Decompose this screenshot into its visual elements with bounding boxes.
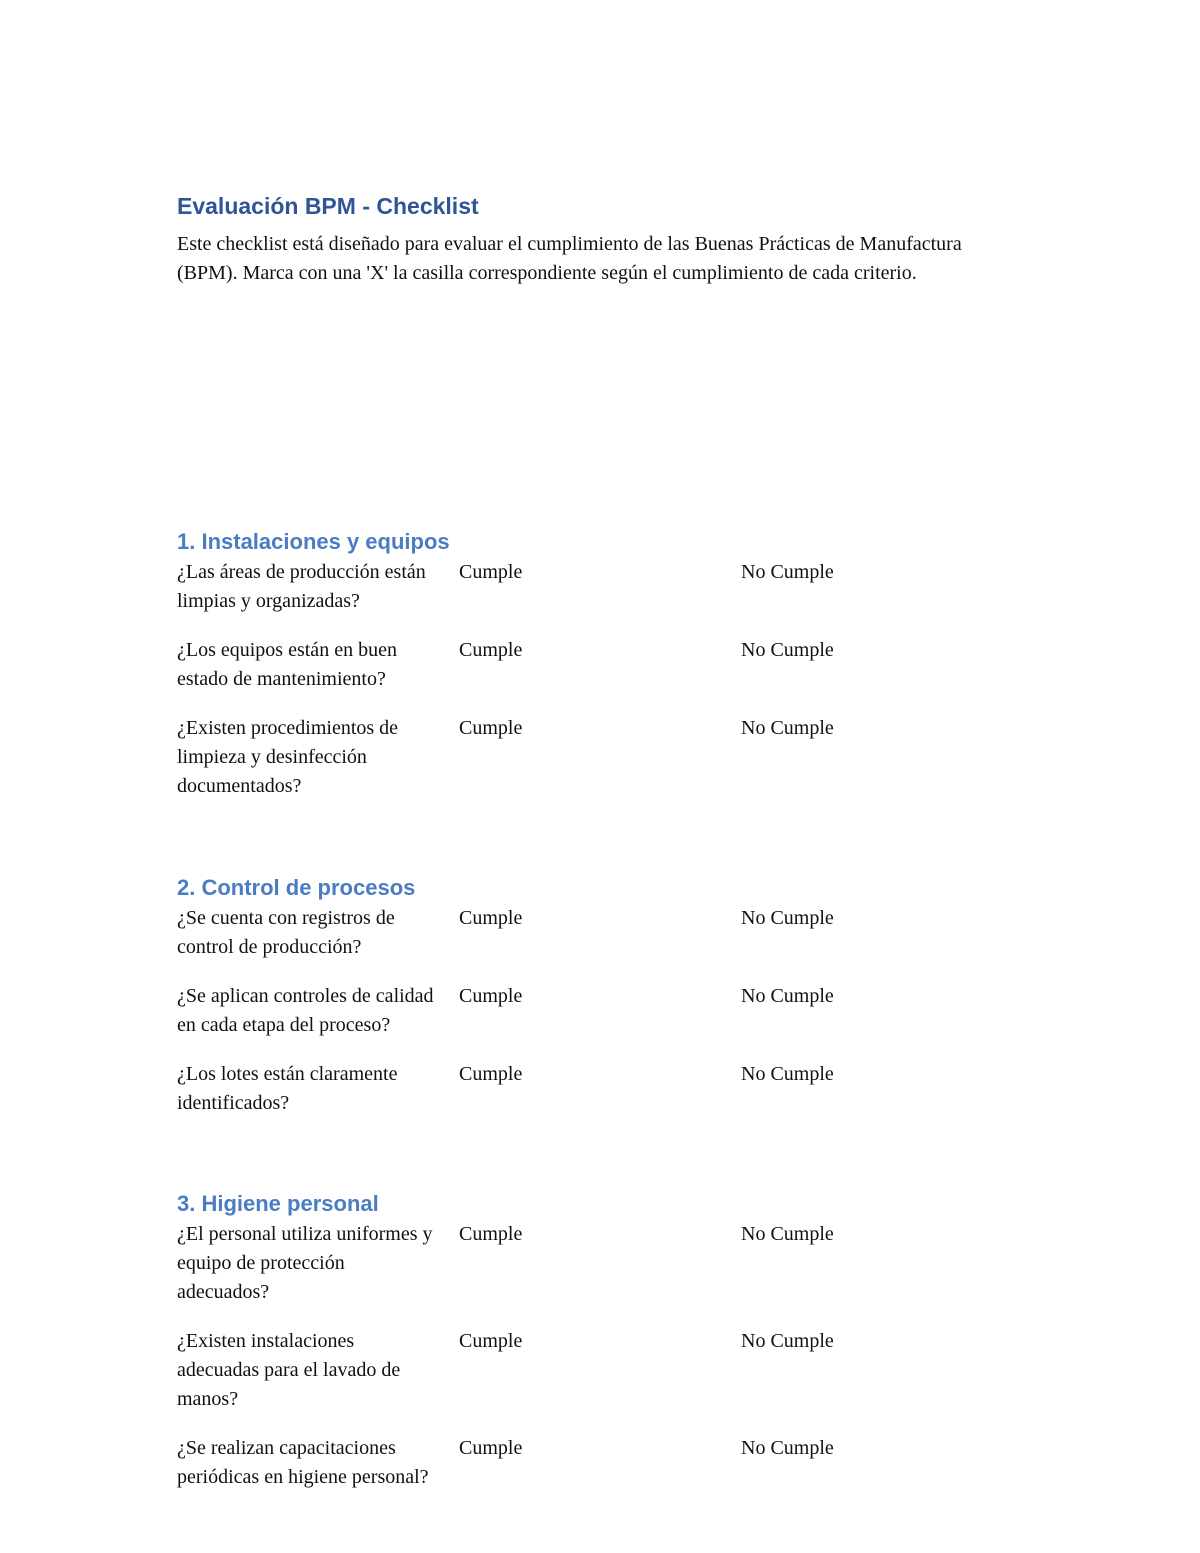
checklist-item [177, 904, 1027, 962]
cumple-option[interactable]: Cumple [459, 985, 523, 1007]
no-cumple-option[interactable]: No Cumple [741, 717, 834, 739]
section-instalaciones [177, 526, 1027, 801]
checklist-item [177, 558, 1027, 616]
checklist-item [177, 1434, 1027, 1492]
checklist-item [177, 714, 1027, 801]
no-cumple-option[interactable]: No Cumple [741, 1223, 834, 1245]
cumple-option[interactable]: Cumple [459, 717, 523, 739]
item-question: ¿Se cuenta con registros de control de producción? [177, 907, 395, 958]
cumple-option[interactable]: Cumple [459, 1330, 523, 1352]
section-control-procesos [177, 872, 1027, 1118]
document-title: Evaluación BPM - Checklist [177, 193, 479, 219]
cumple-option[interactable]: Cumple [459, 907, 523, 929]
no-cumple-option[interactable]: No Cumple [741, 907, 834, 929]
no-cumple-option[interactable]: No Cumple [741, 561, 834, 583]
item-question: ¿El personal utiliza uniformes y equipo de protección adecuados? [177, 1223, 433, 1303]
no-cumple-option[interactable]: No Cumple [741, 1330, 834, 1352]
cumple-option[interactable]: Cumple [459, 561, 523, 583]
checklist-item [177, 636, 1027, 694]
document-body [177, 190, 1027, 1488]
no-cumple-option[interactable]: No Cumple [741, 639, 834, 661]
checklist-item [177, 1327, 1027, 1414]
cumple-option[interactable]: Cumple [459, 639, 523, 661]
section-heading: 1. Instalaciones y equipos [177, 529, 450, 554]
section-heading: 2. Control de procesos [177, 875, 416, 900]
item-question: ¿Existen procedimientos de limpieza y desinfección documentados? [177, 717, 399, 797]
cumple-option[interactable]: Cumple [459, 1223, 523, 1245]
item-question: ¿Los equipos están en buen estado de mantenimiento? [177, 639, 397, 690]
item-question: ¿Se realizan capacitaciones periódicas en higiene personal? [177, 1437, 429, 1488]
item-question: ¿Se aplican controles de calidad en cada etapa del proceso? [177, 985, 434, 1036]
item-question: ¿Las áreas de producción están limpias y organizadas? [177, 561, 426, 612]
no-cumple-option[interactable]: No Cumple [741, 985, 834, 1007]
item-question: ¿Existen instalaciones adecuadas para el lavado de manos? [177, 1330, 401, 1410]
no-cumple-option[interactable]: No Cumple [741, 1437, 834, 1459]
section-higiene-personal [177, 1188, 1027, 1492]
checklist-item [177, 1060, 1027, 1118]
intro-paragraph: Este checklist está diseñado para evaluar el cumplimiento de las Buenas Prácticas de Manufactura (BPM). Marca con una 'X' la casilla correspondiente según el cumplimiento de cada criterio. [177, 233, 962, 284]
item-question: ¿Los lotes están claramente identificados? [177, 1063, 398, 1114]
cumple-option[interactable]: Cumple [459, 1437, 523, 1459]
section-heading: 3. Higiene personal [177, 1191, 379, 1216]
checklist-item [177, 1220, 1027, 1307]
cumple-option[interactable]: Cumple [459, 1063, 523, 1085]
no-cumple-option[interactable]: No Cumple [741, 1063, 834, 1085]
checklist-item [177, 982, 1027, 1040]
